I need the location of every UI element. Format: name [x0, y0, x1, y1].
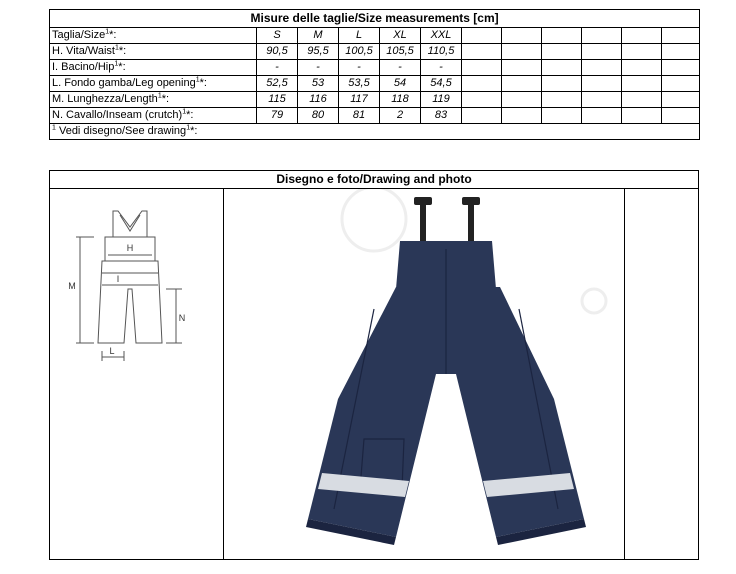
size-header-cell: XL — [380, 28, 421, 44]
measurement-value: 54 — [380, 76, 421, 92]
table-row — [50, 60, 700, 76]
empty-cell — [502, 28, 542, 44]
footnote-row — [50, 124, 700, 140]
size-header-cell: S — [257, 28, 298, 44]
empty-cell — [462, 28, 502, 44]
bib-trousers-technical-drawing-icon — [50, 189, 223, 559]
empty-cell — [542, 92, 582, 108]
technical-drawing-panel — [50, 189, 224, 559]
empty-cell — [662, 28, 700, 44]
empty-cell — [542, 108, 582, 124]
measurement-value: 90,5 — [257, 44, 298, 60]
empty-cell — [542, 28, 582, 44]
label-n: N — [178, 313, 186, 323]
empty-cell — [582, 76, 622, 92]
measurement-value: - — [257, 60, 298, 76]
empty-cell — [502, 76, 542, 92]
empty-cell — [462, 108, 502, 124]
table-title: Misure delle taglie/Size measurements [cm] — [50, 10, 700, 28]
measurement-label: H. Vita/Waist$^1$*: — [50, 44, 257, 60]
empty-cell — [622, 108, 662, 124]
measurement-value: 105,5 — [380, 44, 421, 60]
measurement-label: M. Lunghezza/Length$^1$*: — [50, 92, 257, 108]
measurement-value: 116 — [298, 92, 339, 108]
empty-cell — [622, 76, 662, 92]
empty-cell — [462, 76, 502, 92]
measurement-value: 53 — [298, 76, 339, 92]
label-m: M — [68, 281, 76, 291]
empty-cell — [582, 108, 622, 124]
size-header-cell: XXL — [421, 28, 462, 44]
measurement-value: 52,5 — [257, 76, 298, 92]
empty-cell — [582, 60, 622, 76]
measurement-label: L. Fondo gamba/Leg opening$^1$*: — [50, 76, 257, 92]
empty-cell — [582, 92, 622, 108]
measurement-value: - — [380, 60, 421, 76]
label-l: L — [109, 346, 115, 356]
measurement-value: 79 — [257, 108, 298, 124]
empty-cell — [542, 60, 582, 76]
measurement-value: 118 — [380, 92, 421, 108]
measurement-label: N. Cavallo/Inseam (crutch)$^1$*: — [50, 108, 257, 124]
empty-cell — [662, 108, 700, 124]
empty-cell — [622, 92, 662, 108]
empty-cell — [462, 60, 502, 76]
measurement-value: - — [339, 60, 380, 76]
table-header-row — [50, 28, 700, 44]
label-i: I — [116, 274, 120, 284]
measurement-value: - — [421, 60, 462, 76]
empty-cell — [462, 92, 502, 108]
empty-cell — [622, 44, 662, 60]
empty-cell — [542, 76, 582, 92]
empty-cell — [502, 60, 542, 76]
measurement-value: 115 — [257, 92, 298, 108]
empty-cell — [662, 60, 700, 76]
drawing-section-blank — [625, 189, 698, 559]
measurement-label: I. Bacino/Hip$^1$*: — [50, 60, 257, 76]
table-row — [50, 76, 700, 92]
measurement-value: - — [298, 60, 339, 76]
measurement-value: 2 — [380, 108, 421, 124]
measurement-value: 83 — [421, 108, 462, 124]
table-row — [50, 92, 700, 108]
product-photo-panel — [224, 189, 625, 559]
size-header-label: Taglia/Size$^1$*: — [50, 28, 257, 44]
table-row — [50, 44, 700, 60]
measurement-value: 53,5 — [339, 76, 380, 92]
empty-cell — [662, 76, 700, 92]
measurement-value: 81 — [339, 108, 380, 124]
empty-cell — [502, 92, 542, 108]
table-row — [50, 108, 700, 124]
empty-cell — [622, 60, 662, 76]
empty-cell — [622, 28, 662, 44]
label-h: H — [126, 243, 134, 253]
measurement-value: 110,5 — [421, 44, 462, 60]
size-header-cell: L — [339, 28, 380, 44]
measurement-value: 80 — [298, 108, 339, 124]
empty-cell — [582, 44, 622, 60]
drawing-section-title: Disegno e foto/Drawing and photo — [50, 171, 698, 189]
measurement-value: 117 — [339, 92, 380, 108]
empty-cell — [662, 92, 700, 108]
empty-cell — [502, 108, 542, 124]
empty-cell — [462, 44, 502, 60]
measurement-value: 119 — [421, 92, 462, 108]
footnote: $^1$ Vedi disegno/See drawing$^1$*: — [50, 124, 700, 140]
empty-cell — [662, 44, 700, 60]
size-header-cell: M — [298, 28, 339, 44]
measurement-value: 95,5 — [298, 44, 339, 60]
measurement-value: 100,5 — [339, 44, 380, 60]
empty-cell — [582, 28, 622, 44]
drawing-section — [49, 170, 699, 560]
bib-trousers-photo-icon — [224, 189, 624, 559]
size-measurements-table — [49, 9, 700, 140]
measurement-value: 54,5 — [421, 76, 462, 92]
empty-cell — [502, 44, 542, 60]
empty-cell — [542, 44, 582, 60]
